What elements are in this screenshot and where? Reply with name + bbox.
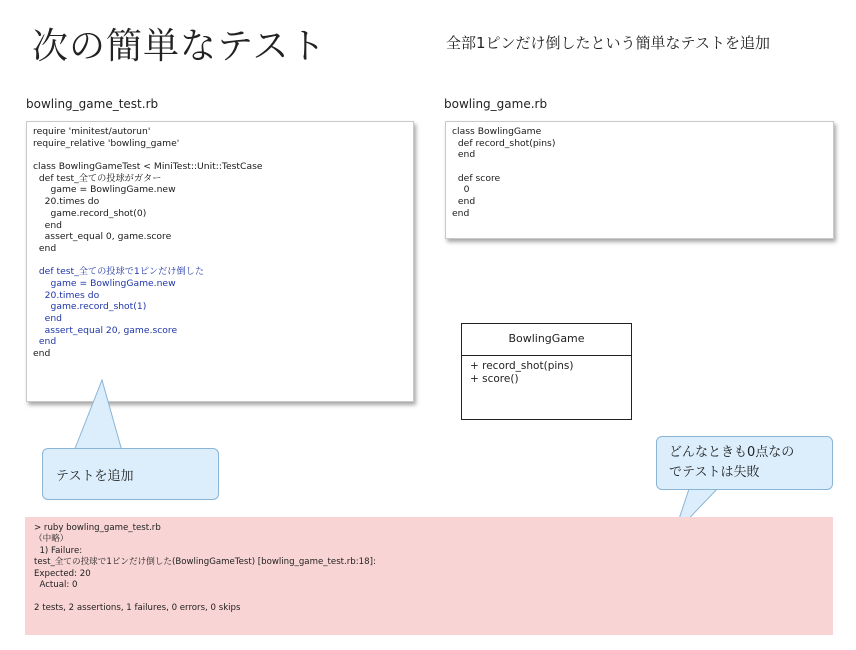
added-code-line: 20.times do	[33, 289, 100, 301]
code-line: def test_全ての投球がガター	[33, 172, 162, 184]
added-code-line: end	[33, 313, 62, 324]
code-line: 0	[452, 184, 470, 196]
added-code-line: end	[33, 336, 57, 348]
code-line: end	[452, 149, 476, 161]
impl-file-label: bowling_game.rb	[444, 97, 548, 111]
code-line	[452, 161, 827, 173]
added-code-line: def test_全ての投球で1ピンだけ倒した	[33, 266, 204, 278]
code-line: end	[33, 242, 57, 254]
terminal-line: 2 tests, 2 assertions, 1 failures, 0 errors, 0 skips	[34, 602, 241, 613]
callout-fail-note-line2: でテストは失敗	[669, 465, 760, 480]
code-line: end	[452, 196, 476, 208]
uml-class-diagram	[461, 323, 632, 420]
terminal-line: Actual: 0	[34, 579, 78, 590]
terminal-line: test_全ての投球で1ピンだけ倒した(BowlingGameTest) [bowling_game_test.rb:18]:	[34, 557, 376, 568]
code-line: def record_shot(pins)	[452, 137, 556, 149]
uml-method: + score()	[470, 373, 519, 385]
callout-tail-left	[60, 378, 140, 453]
uml-class-name: BowlingGame	[462, 324, 631, 356]
slide-subtitle: 全部1ピンだけ倒したという簡単なテストを追加	[446, 34, 770, 52]
added-code-line: assert_equal 20, game.score	[33, 324, 178, 336]
added-code-line: game = BowlingGame.new	[33, 277, 176, 289]
terminal-line: Expected: 20	[34, 568, 91, 579]
callout-add-test	[42, 448, 219, 500]
code-line: assert_equal 0, game.score	[33, 231, 172, 243]
test-code-panel	[26, 121, 414, 402]
uml-methods	[462, 356, 631, 390]
code-line: 20.times do	[33, 196, 100, 208]
slide-title: 次の簡単なテスト	[32, 26, 327, 67]
code-line: class BowlingGame	[452, 126, 542, 137]
code-line: game = BowlingGame.new	[33, 184, 176, 196]
uml-method: + record_shot(pins)	[470, 360, 574, 372]
added-code-line: game.record_shot(1)	[33, 301, 147, 313]
code-line: class BowlingGameTest < MiniTest::Unit::TestCase	[33, 161, 263, 173]
code-line	[33, 255, 407, 267]
terminal-line	[34, 591, 824, 602]
terminal-line: 1) Failure:	[34, 545, 83, 556]
code-line: end	[452, 207, 470, 219]
terminal-output	[25, 517, 833, 635]
code-line	[33, 149, 407, 161]
code-line: end	[33, 219, 62, 231]
code-line: def score	[452, 172, 501, 184]
code-line: require 'minitest/autorun'	[33, 126, 151, 137]
terminal-line: > ruby bowling_game_test.rb	[34, 523, 161, 533]
callout-fail-note-line1: どんなときも0点なの	[669, 445, 795, 460]
impl-code-panel	[445, 121, 834, 239]
code-line: require_relative 'bowling_game'	[33, 137, 180, 149]
test-file-label: bowling_game_test.rb	[26, 97, 159, 111]
code-line: game.record_shot(0)	[33, 207, 147, 219]
terminal-line: （中略）	[34, 534, 69, 545]
callout-fail-note	[656, 436, 833, 490]
callout-add-test-text: テストを追加	[56, 469, 134, 484]
code-line: end	[33, 348, 51, 360]
